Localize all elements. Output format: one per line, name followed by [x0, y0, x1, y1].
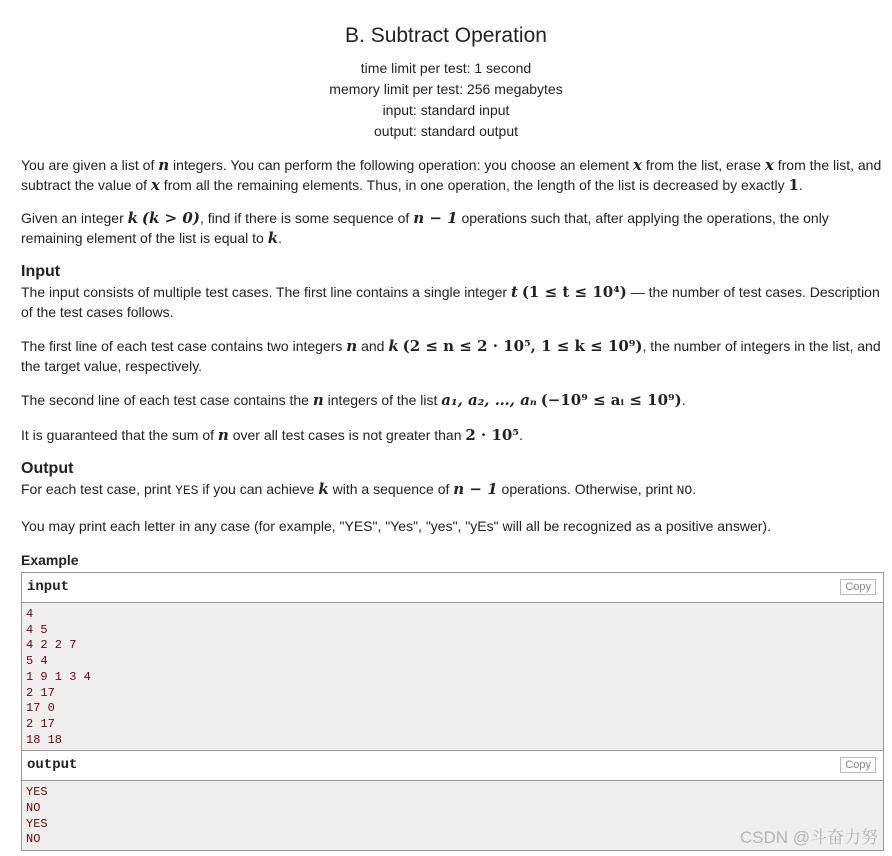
input-line: 4 2 2 7	[26, 638, 77, 653]
input-line: 2 17	[26, 716, 55, 731]
input-line: 4 5	[26, 622, 48, 637]
example-box	[21, 572, 884, 851]
example-input-body	[22, 603, 883, 750]
example-input-label: input	[27, 579, 70, 595]
input-line: 5 4	[26, 654, 48, 669]
problem-statement	[21, 155, 884, 851]
copy-output-button[interactable]: Copy	[840, 757, 876, 773]
example-output-header	[22, 750, 883, 781]
output-line: YES	[26, 816, 48, 831]
example-input-header	[22, 573, 883, 603]
watermark: CSDN @斗奋力努	[739, 828, 878, 847]
input-line: 4	[26, 607, 34, 621]
input-line: 17 0	[26, 701, 55, 716]
output-spec: output: standard output	[374, 123, 518, 139]
input-spec: input: standard input	[382, 102, 510, 118]
input-paragraph-3: The second line of each test case contains the n integers of the list a₁, a₂, …, aₙ (−10⁹ ≤ aᵢ ≤ 10⁹).	[21, 391, 686, 409]
input-paragraph-2: The first line of each test case contains two integers n and k (2 ≤ n ≤ 2 · 10⁵, 1 ≤ k ≤ 10⁹), the number of integers in the list, and the target value, respectively.	[21, 337, 881, 374]
problem-header	[0, 0, 892, 142]
output-line: NO	[26, 832, 41, 847]
output-line: YES	[26, 785, 48, 800]
example-heading: Example	[21, 552, 79, 568]
input-line: 2 17	[26, 685, 55, 700]
statement-paragraph-2: Given an integer k (k > 0), find if there is some sequence of n − 1 operations such that, after applying the operations, the only remaining element of the list is equal to k.	[21, 209, 829, 247]
output-heading: Output	[21, 460, 74, 477]
output-line: NO	[26, 801, 41, 816]
problem-title: B. Subtract Operation	[345, 24, 547, 47]
input-paragraph-1: The input consists of multiple test cases. The first line contains a single integer t (1 ≤ t ≤ 10⁴) — the number of test cases. Description of the test cases follows.	[21, 283, 880, 320]
input-line: 1 9 1 3 4	[26, 669, 91, 684]
memory-limit: memory limit per test: 256 megabytes	[329, 81, 563, 97]
output-paragraph-2: You may print each letter in any case (for example, "YES", "Yes", "yes", "yEs" will all be recognized as a positive answer).	[21, 518, 771, 534]
input-paragraph-4: It is guaranteed that the sum of n over all test cases is not greater than 2 · 10⁵.	[21, 426, 523, 444]
time-limit: time limit per test: 1 second	[360, 60, 532, 76]
copy-input-button[interactable]: Copy	[840, 579, 876, 595]
example-output-label: output	[27, 757, 78, 774]
statement-paragraph-1: You are given a list of n integers. You can perform the following operation: you choose an element x from the list, erase x from the list, and subtract the value of x from all the remaining elements. Thus, in one operation, the length of the list is decreased by exactly 1.	[21, 156, 882, 194]
input-heading: Input	[21, 263, 61, 280]
input-line: 18 18	[26, 732, 63, 747]
output-paragraph-1: For each test case, print YES if you can achieve k with a sequence of n − 1 operations. Otherwise, print NO.	[21, 480, 697, 498]
